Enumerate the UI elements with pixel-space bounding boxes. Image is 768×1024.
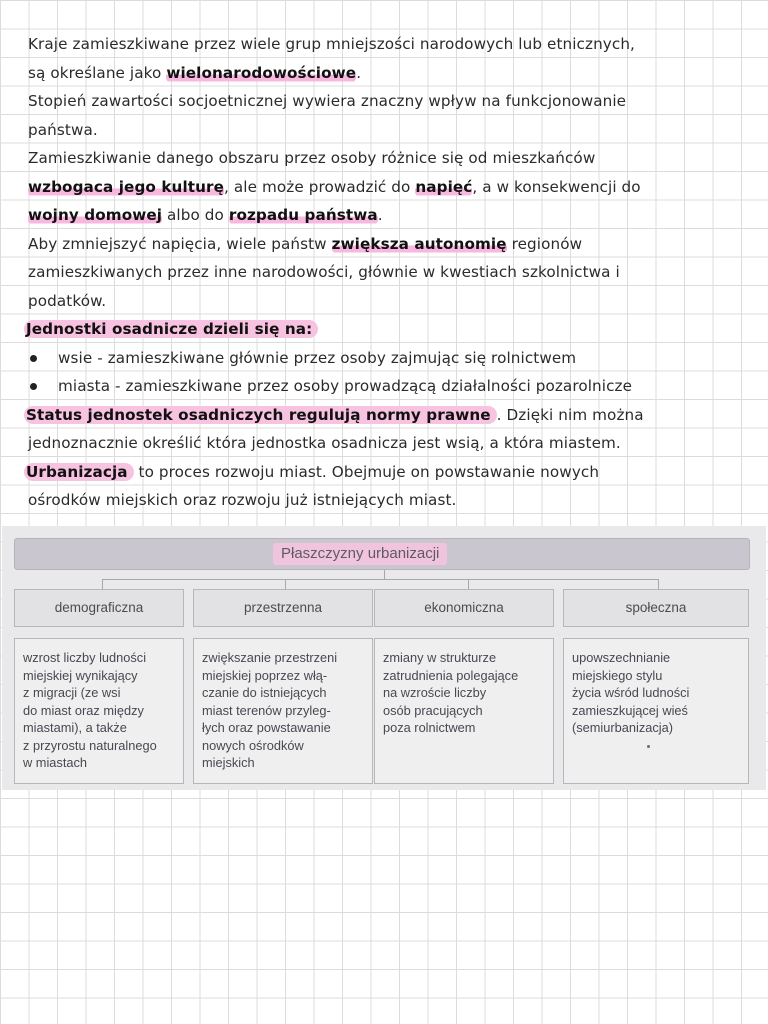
text-line: z migracji (ze wsi bbox=[23, 685, 121, 700]
text: państwa. bbox=[28, 120, 98, 139]
highlight-term: wojny domowej bbox=[28, 206, 163, 224]
category-demographic: demograficzna bbox=[14, 589, 184, 627]
text-line: (semiurbanizacja) bbox=[572, 720, 673, 735]
text: Aby zmniejszyć napięcia, wiele państw bbox=[28, 234, 332, 253]
text: albo do bbox=[162, 206, 229, 224]
connector-line bbox=[285, 579, 286, 589]
urbanization-diagram bbox=[2, 526, 766, 790]
category-spatial: przestrzenna bbox=[193, 589, 373, 627]
text-line: miejskiej poprzez włą- bbox=[202, 667, 328, 683]
description-spatial bbox=[193, 638, 373, 784]
paragraph-autonomy bbox=[28, 230, 743, 316]
text-line: miast terenów przyleg- bbox=[202, 702, 331, 718]
text-line: na wzroście liczby bbox=[383, 685, 487, 700]
text: , a w konsekwencji do bbox=[472, 177, 641, 196]
heading-highlight: Jednostki osadnicze dzieli się na: bbox=[24, 320, 318, 338]
paragraph-urbanization bbox=[28, 458, 743, 515]
text: . bbox=[356, 63, 362, 82]
text: są określane jako bbox=[28, 63, 167, 82]
description-demographic bbox=[14, 638, 184, 784]
text-line: osób pracujących bbox=[383, 702, 483, 718]
connector-line bbox=[468, 579, 469, 589]
description-economic bbox=[374, 638, 554, 784]
text: ośrodków miejskich oraz rozwoju już istniejących miast. bbox=[28, 491, 457, 509]
text-line: poza rolnictwem bbox=[383, 720, 476, 735]
text: , ale może prowadzić do bbox=[224, 177, 416, 196]
text: podatków. bbox=[28, 291, 107, 310]
highlight-term: wzbogaca jego kulturę bbox=[28, 177, 225, 196]
text: Zamieszkiwanie danego obszaru przez osoby różnice się od mieszkańców bbox=[28, 149, 596, 167]
paragraph-multinational bbox=[28, 30, 743, 87]
highlight-term: napięć bbox=[415, 177, 473, 196]
connector-line bbox=[102, 579, 658, 580]
text: regionów bbox=[506, 234, 583, 253]
list-item: wsie - zamieszkiwane głównie przez osoby zajmując się rolnictwem bbox=[28, 344, 743, 373]
highlight-term: zwiększa autonomię bbox=[331, 234, 507, 253]
paragraph-socioethnic bbox=[28, 87, 743, 144]
description-social bbox=[563, 638, 749, 784]
text-line: w miastach bbox=[23, 755, 88, 770]
section-heading bbox=[28, 315, 743, 344]
notes-text bbox=[28, 30, 743, 515]
text: to proces rozwoju miast. Obejmuje on powstawanie nowych bbox=[133, 462, 600, 481]
highlight-term: rozpadu państwa bbox=[228, 206, 378, 224]
text-line: miejskiego stylu bbox=[572, 667, 663, 683]
paragraph-consequences bbox=[28, 144, 743, 230]
text-line: miastami), a także bbox=[23, 720, 127, 735]
text-line: wzrost liczby ludności bbox=[23, 650, 147, 665]
diagram-title-bar bbox=[14, 538, 750, 570]
connector-line bbox=[384, 570, 385, 579]
highlight-term: Urbanizacja bbox=[24, 463, 134, 481]
text-line: czanie do istniejących bbox=[202, 685, 327, 700]
text-line: miejskiej wynikający bbox=[23, 667, 138, 683]
text-line: miejskich bbox=[202, 755, 255, 770]
connector-line bbox=[658, 579, 659, 589]
text-line: upowszechnianie bbox=[572, 650, 671, 665]
text: . Dzięki nim można bbox=[496, 405, 644, 424]
highlight-term: Status jednostek osadniczych regulują normy prawne bbox=[24, 406, 497, 424]
text: zamieszkiwanych przez inne narodowości, głównie w kwestiach szkolnictwa i bbox=[28, 263, 620, 281]
text-line: nowych ośrodków bbox=[202, 737, 304, 753]
settlement-list bbox=[28, 344, 743, 401]
paragraph-legal-status bbox=[28, 401, 743, 458]
text: . bbox=[377, 206, 383, 224]
speck bbox=[647, 745, 650, 748]
list-item: miasta - zamieszkiwane przez osoby prowadzącą działalności pozarolnicze bbox=[28, 372, 743, 401]
text-line: życia wśród ludności bbox=[572, 685, 690, 700]
category-economic: ekonomiczna bbox=[374, 589, 554, 627]
text: Stopień zawartości socjoetnicznej wywiera znaczny wpływ na funkcjonowanie bbox=[28, 92, 627, 110]
category-social: społeczna bbox=[563, 589, 749, 627]
text-line: zamieszkującej wieś bbox=[572, 702, 688, 718]
text-line: z przyrostu naturalnego bbox=[23, 737, 157, 753]
connector-line bbox=[102, 579, 103, 589]
diagram-title: Płaszczyzny urbanizacji bbox=[273, 543, 447, 565]
text-line: łych oraz powstawanie bbox=[202, 720, 331, 735]
highlight-term: wielonarodowościowe bbox=[166, 63, 357, 82]
text: Kraje zamieszkiwane przez wiele grup mniejszości narodowych lub etnicznych, bbox=[28, 35, 635, 53]
text-line: zmiany w strukturze bbox=[383, 650, 497, 665]
text-line: zwiększanie przestrzeni bbox=[202, 650, 338, 665]
text-line: zatrudnienia polegające bbox=[383, 667, 519, 683]
text-line: do miast oraz między bbox=[23, 702, 144, 718]
text: jednoznacznie określić która jednostka osadnicza jest wsią, a która miastem. bbox=[28, 434, 621, 452]
